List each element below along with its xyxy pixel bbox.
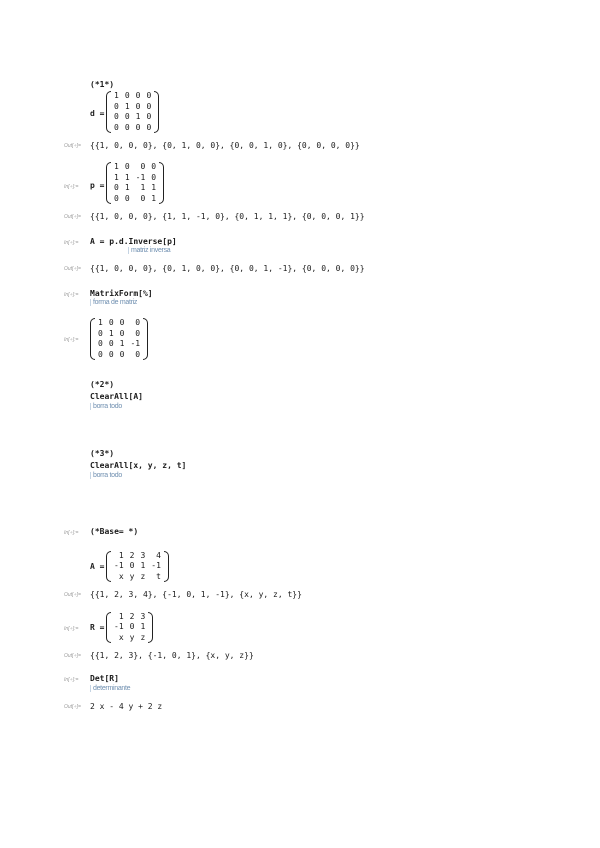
matrix-cell: 3 [140,612,146,622]
p-assign: p = [90,181,105,190]
matrix-cell: 0 [135,122,141,132]
matrix-cell: 0 [135,318,141,328]
matrix-row [111,612,148,622]
matrix-row [95,350,143,361]
matrix-d[interactable] [106,91,159,133]
output-det: 2 x - 4 y + 2 z [90,702,163,711]
matrix-cell: 1 [119,339,125,349]
input-matrixform[interactable]: MatrixForm[%] [90,289,153,298]
matrix-row [95,329,143,340]
matrix-cell: 0 [129,622,135,632]
matrix-cell: 1 [124,172,130,182]
matrix-cell: 0 [98,328,103,338]
matrix-cell: 0 [146,122,152,132]
input-det[interactable]: Det[R] [90,674,119,683]
matrix-cell: 0 [98,339,103,349]
hint-borra-todo: borra todo [90,472,122,479]
matrix-cell: 0 [135,101,141,111]
matrix-row [95,339,143,350]
matrix-cell: -1 [151,561,161,571]
matrix-cell: 2 [129,612,135,622]
matrix-cell: 0 [151,172,157,182]
matrix-cell: 0 [140,193,146,203]
input-base-comment[interactable]: (*Base= *) [90,527,139,536]
matrix-cell: t [156,571,161,581]
matrix-cell: x [118,632,124,642]
matrix-cell: 0 [98,349,103,359]
matrix-row [111,102,154,113]
matrix-cell: 0 [124,122,130,132]
matrix-cell: 2 [129,551,135,561]
matrix-row [111,162,159,173]
matrix-r[interactable] [106,612,153,643]
hint-forma-de-matriz: forma de matriz [90,299,137,306]
matrix-cell: 1 [124,101,130,111]
matrix-cell: 1 [140,561,146,571]
matrix-cell: 1 [140,622,146,632]
matrix-cell: 1 [114,91,119,101]
matrix-cell: 0 [119,318,125,328]
matrix-cell: 0 [146,91,152,101]
matrix-cell: 0 [119,349,125,359]
matrix-cell: 0 [135,328,141,338]
matrix-cell: 0 [108,349,114,359]
output-d: {{1, 0, 0, 0}, {0, 1, 0, 0}, {0, 0, 1, 0}, {0, 0, 0, 0}} [90,141,360,150]
matrix-cell: y [129,571,135,581]
matrix-cell: 1 [98,318,103,328]
d-assign: d = [90,109,105,118]
matrix-form-output[interactable] [90,318,148,360]
input-clearall-a[interactable]: ClearAll[A] [90,392,143,401]
out-label: Out[∘]= [64,214,81,220]
matrix-cell: 0 [124,193,130,203]
in-label: In[∘]:= [64,530,79,536]
out-label: Out[∘]= [64,653,81,659]
out-label: Out[∘]= [64,704,81,710]
comment-2: (*2*) [90,380,115,389]
matrix-cell: 1 [140,183,146,193]
matrix-cell: 0 [119,328,125,338]
in-label: In[∘]:= [64,292,79,298]
output-r: {{1, 2, 3}, {-1, 0, 1}, {x, y, z}} [90,651,254,660]
matrix-cell: 1 [124,183,130,193]
input-clearall-xyzt[interactable]: ClearAll[x, y, z, t] [90,461,187,470]
matrix-cell: 0 [108,318,114,328]
matrix-cell: x [118,571,124,581]
a-assign: A = [90,562,105,571]
output-p: {{1, 0, 0, 0}, {1, 1, -1, 0}, {0, 1, 1, 1}, {0, 0, 0, 1}} [90,212,365,221]
comment-3: (*3*) [90,449,115,458]
matrix-cell: 0 [146,112,152,122]
matrix-row [111,183,159,194]
matrix-cell: 0 [124,162,130,172]
matrix-row [111,633,148,643]
in-label: In[∘]:= [64,184,79,190]
matrix-cell: 0 [135,349,141,359]
comment-1: (*1*) [90,80,115,89]
matrix-cell: 1 [118,551,124,561]
matrix-row [111,572,164,582]
matrix-cell: 0 [114,112,119,122]
matrix-cell: 1 [151,193,157,203]
in-label: In[∘]:= [64,677,79,683]
matrix-cell: 1 [114,162,119,172]
matrix-cell: 0 [124,91,130,101]
matrix-cell: 0 [114,183,119,193]
matrix-cell: 1 [118,612,124,622]
in-label: In[∘]:= [64,337,79,343]
in-label: In[∘]:= [64,240,79,246]
matrix-cell: z [140,632,146,642]
matrix-cell: 0 [124,112,130,122]
matrix-cell: 3 [140,551,146,561]
matrix-a[interactable] [106,551,169,582]
out-label: Out[∘]= [64,143,81,149]
matrix-cell: y [129,632,135,642]
matrix-cell: 0 [108,339,114,349]
matrix-row [111,622,148,632]
matrix-cell: 0 [135,91,141,101]
r-assign: R = [90,623,105,632]
hint-matriz-inversa: matriz inversa [128,247,170,254]
output-a: {{1, 0, 0, 0}, {0, 1, 0, 0}, {0, 0, 1, -1}, {0, 0, 0, 0}} [90,264,365,273]
matrix-cell: 0 [140,162,146,172]
matrix-cell: -1 [114,622,124,632]
matrix-row [111,91,154,102]
matrix-row [111,194,159,205]
matrix-cell: 1 [135,112,141,122]
matrix-cell: -1 [114,561,124,571]
matrix-cell: 1 [114,172,119,182]
matrix-row [95,318,143,329]
out-label: Out[∘]= [64,592,81,598]
matrix-cell: -1 [130,339,141,349]
input-a[interactable]: A = p.d.Inverse[p] [90,237,177,246]
matrix-cell: z [140,571,146,581]
matrix-cell: 0 [129,561,135,571]
matrix-row [111,551,164,561]
matrix-cell: 0 [114,122,119,132]
in-label: In[∘]:= [64,626,79,632]
matrix-p[interactable] [106,162,164,204]
matrix-row [111,112,154,123]
matrix-cell: 0 [146,101,152,111]
matrix-cell: 4 [156,551,161,561]
matrix-cell: 0 [114,101,119,111]
hint-determinante: determinante [90,685,130,692]
matrix-row [111,123,154,134]
matrix-row [111,173,159,184]
matrix-cell: 1 [108,328,114,338]
output-a-matrix: {{1, 2, 3, 4}, {-1, 0, 1, -1}, {x, y, z, t}} [90,590,302,599]
out-label: Out[∘]= [64,266,81,272]
matrix-cell: 0 [114,193,119,203]
matrix-cell: 1 [151,183,157,193]
matrix-cell: -1 [135,172,146,182]
matrix-row [111,561,164,571]
hint-borra-todo: borra todo [90,403,122,410]
matrix-cell: 0 [151,162,157,172]
